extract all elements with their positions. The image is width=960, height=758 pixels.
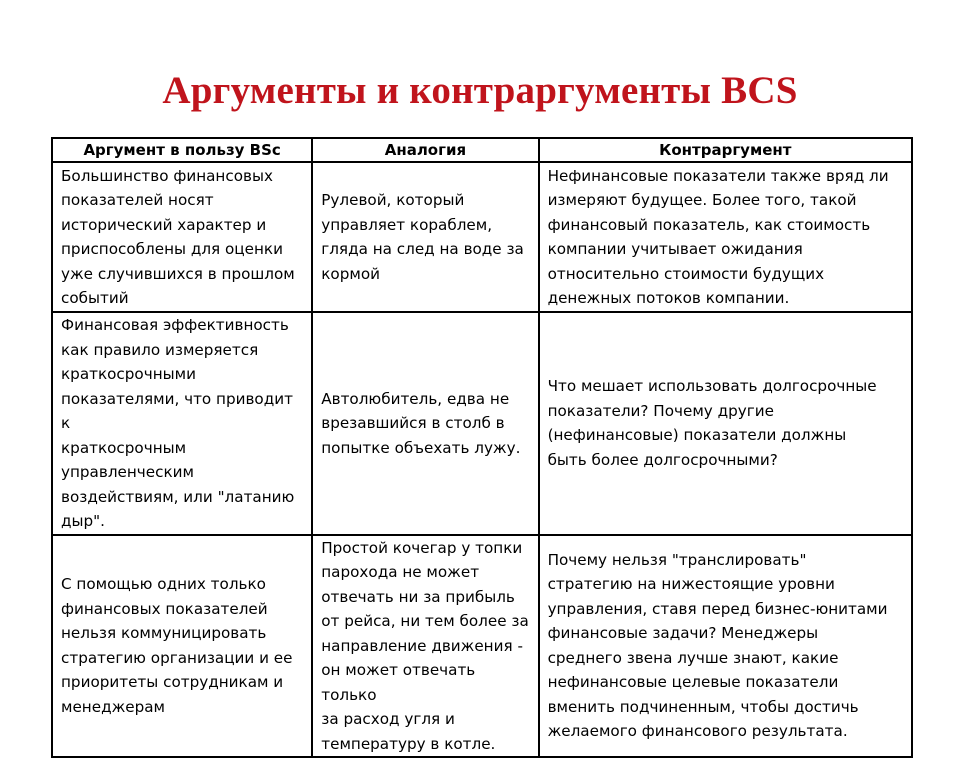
analogy-text: Рулевой, который управляет кораблем, гляда на след на воде за кормой xyxy=(321,191,524,283)
argument-text: Финансовая эффективность как правило измеряется краткосрочными показателями, что приводит к краткосрочным управленческим воздействиям, или "латанию дыр". xyxy=(61,316,295,530)
analogy-text: Простой кочегар у топки парохода не может отвечать ни за прибыль от рейса, ни тем более за направление движения - он может отвечать только за расход угля и температуру в котле. xyxy=(321,538,529,753)
counterargument-text: Нефинансовые показатели также вряд ли измеряют будущее. Более того, такой финансовый показатель, как стоимость компании учитывает ожидания относительно стоимости будущих денежных потоков компании. xyxy=(547,166,889,307)
analogy-text: Автолюбитель, едва не врезавшийся в столб в попытке объехать лужу. xyxy=(321,389,521,457)
counterargument-cell xyxy=(539,312,912,535)
counterargument-text: Почему нельзя "транслировать" стратегию на нижестоящие уровни управления, ставя перед бизнес-юнитами финансовые задачи? Менеджеры среднего звена лучше знают, какие нефинансовые целевые показатели вменить подчиненным, чтобы достичь желаемого финансового результата. xyxy=(547,550,888,741)
table-row xyxy=(52,535,912,758)
table-row xyxy=(52,312,912,535)
analogy-cell xyxy=(312,312,538,535)
table-row xyxy=(52,162,912,312)
counterargument-text: Что мешает использовать долгосрочные показатели? Почему другие (нефинансовые) показатели должны быть более долгосрочными? xyxy=(547,377,877,469)
argument-cell xyxy=(52,312,312,535)
argument-cell xyxy=(52,162,312,312)
arguments-table xyxy=(51,137,913,758)
header-analogy: Аналогия xyxy=(312,138,538,162)
header-argument: Аргумент в пользу BSc xyxy=(52,138,312,162)
header-counterargument: Контраргумент xyxy=(539,138,912,162)
argument-text: Большинство финансовых показателей носят исторический характер и приспособлены для оценки уже случившихся в прошлом событий xyxy=(61,166,295,307)
counterargument-cell xyxy=(539,162,912,312)
counterargument-cell xyxy=(539,535,912,758)
page-title: Аргументы и контраргументы BCS xyxy=(162,69,798,112)
table-header-row xyxy=(52,138,912,162)
analogy-cell xyxy=(312,535,538,758)
argument-text: С помощью одних только финансовых показателей нельзя коммуницировать стратегию организации и ее приоритеты сотрудникам и менеджерам xyxy=(61,575,293,716)
analogy-cell xyxy=(312,162,538,312)
argument-cell xyxy=(52,535,312,758)
